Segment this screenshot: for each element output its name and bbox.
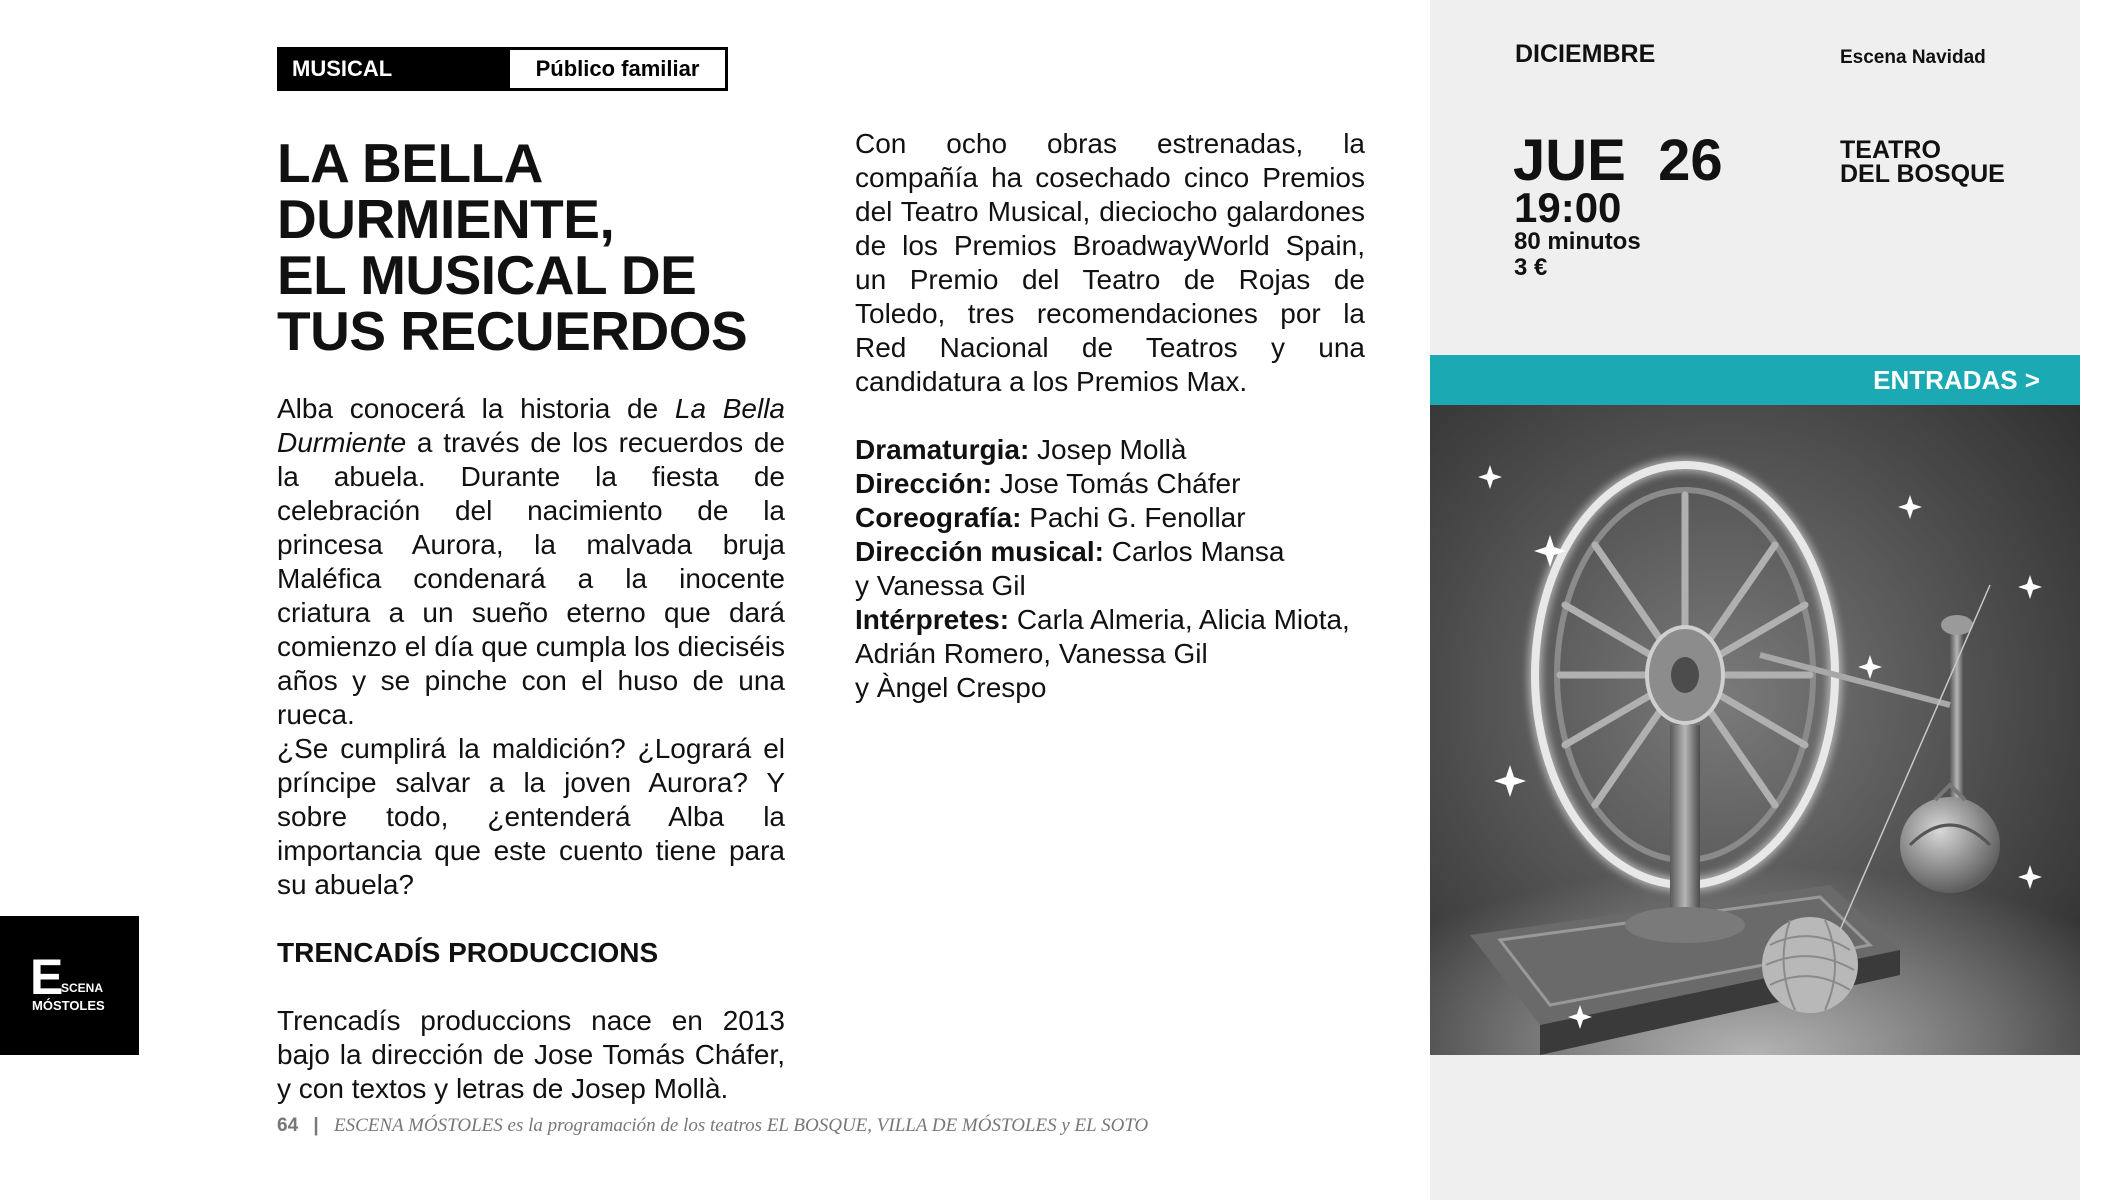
genre-tag: MUSICAL — [280, 50, 510, 88]
page-footer — [277, 1115, 1148, 1137]
event-details — [1514, 229, 1641, 281]
credit-label: Dramaturgia: — [855, 434, 1030, 465]
footer-separator: | — [313, 1115, 319, 1136]
logo-word: SCENA — [61, 981, 104, 995]
event-series: Escena Navidad — [1840, 47, 1986, 68]
synopsis-questions: ¿Se cumplirá la maldición? ¿Logrará el príncipe salvar a la joven Aurora? Y sobre todo, ¿entenderá Alba la importancia que este cuento tiene para su abuela? — [277, 733, 785, 900]
company-heading: TRENCADÍS PRODUCCIONS — [277, 937, 659, 968]
show-title — [277, 132, 817, 362]
category-tags — [277, 47, 728, 91]
title-line: LA BELLA — [277, 132, 543, 194]
credit-direccion — [855, 467, 1365, 501]
synopsis-text: Alba conocerá la historia de — [277, 393, 675, 424]
credit-dramaturgia — [855, 433, 1365, 467]
logo-letter: E — [30, 949, 64, 1005]
company-paragraph: Trencadís produccions nace en 2013 bajo la dirección de Jose Tomás Cháfer, y con textos y letras de Josep Mollà. — [277, 1005, 785, 1104]
credit-value: Josep Mollà — [1029, 434, 1187, 465]
credit-value: y Vanessa Gil — [855, 570, 1026, 601]
credit-interpretes — [855, 603, 1365, 705]
event-duration: 80 minutos — [1514, 228, 1641, 255]
event-day-number: 26 — [1658, 128, 1723, 193]
event-day: JUE — [1513, 128, 1626, 193]
credit-label: Intérpretes: — [855, 604, 1010, 635]
event-month: DICIEMBRE — [1515, 40, 1656, 68]
escena-mostoles-logo — [0, 916, 139, 1055]
footer-text: ESCENA MÓSTOLES es la programación de los teatros EL BOSQUE, VILLA DE MÓSTOLES y EL SOTO — [334, 1115, 1149, 1136]
credit-label: Dirección musical: — [855, 536, 1104, 567]
credit-value: Jose Tomás Cháfer — [991, 468, 1241, 499]
company-column — [855, 127, 1365, 705]
credit-value: Carlos Mansa — [1103, 536, 1285, 567]
event-venue — [1840, 138, 2005, 186]
credit-value: Carla Almeria, Alicia Miota, Adrián Romero, Vanessa Gil — [855, 604, 1350, 669]
title-line: EL MUSICAL DE — [277, 244, 697, 306]
credit-value: y Àngel Crespo — [855, 672, 1047, 703]
synopsis-text: a través de los recuerdos de la abuela. Durante la fiesta de celebración del nacimiento de la princesa Aurora, la malvada bruja Maléfica condenará a la inocente criatura a un sueño eterno que dará comienzo el día que cumpla los dieciséis años y se pinche con el huso de una rueca. — [277, 427, 785, 730]
credits-list — [855, 433, 1365, 705]
company-awards: Con ocho obras estrenadas, la compañía ha cosechado cinco Premios del Teatro Musical, dieciocho galardones de los Premios BroadwayWorld Spain, un Premio del Teatro de Rojas de Toledo, tres recomendaciones por la Red Nacional de Teatros y una candidatura a los Premios Max. — [855, 128, 1365, 397]
logo-city: MÓSTOLES — [32, 998, 105, 1013]
page-number: 64 — [277, 1115, 299, 1136]
venue-line: DEL BOSQUE — [1840, 160, 2005, 188]
synopsis-column — [277, 392, 785, 1106]
audience-tag: Público familiar — [510, 50, 725, 88]
credit-value: Pachi G. Fenollar — [1021, 502, 1246, 533]
title-line: DURMIENTE, — [277, 188, 615, 250]
credit-coreografia — [855, 501, 1365, 535]
event-time: 19:00 — [1514, 184, 1622, 231]
spinning-wheel-illustration — [1430, 405, 2080, 1055]
event-date — [1513, 128, 1723, 193]
credit-label: Dirección: — [855, 468, 992, 499]
synopsis-paragraph — [277, 392, 785, 732]
synopsis-italic: La Bella Durmiente — [277, 393, 786, 458]
credit-label: Coreografía: — [855, 502, 1022, 533]
title-line: TUS RECUERDOS — [277, 300, 748, 362]
credit-direccion-musical — [855, 535, 1365, 603]
tickets-button[interactable]: ENTRADAS > — [1430, 355, 2080, 405]
venue-line: TEATRO — [1840, 136, 1941, 164]
event-price: 3 € — [1514, 254, 1548, 281]
